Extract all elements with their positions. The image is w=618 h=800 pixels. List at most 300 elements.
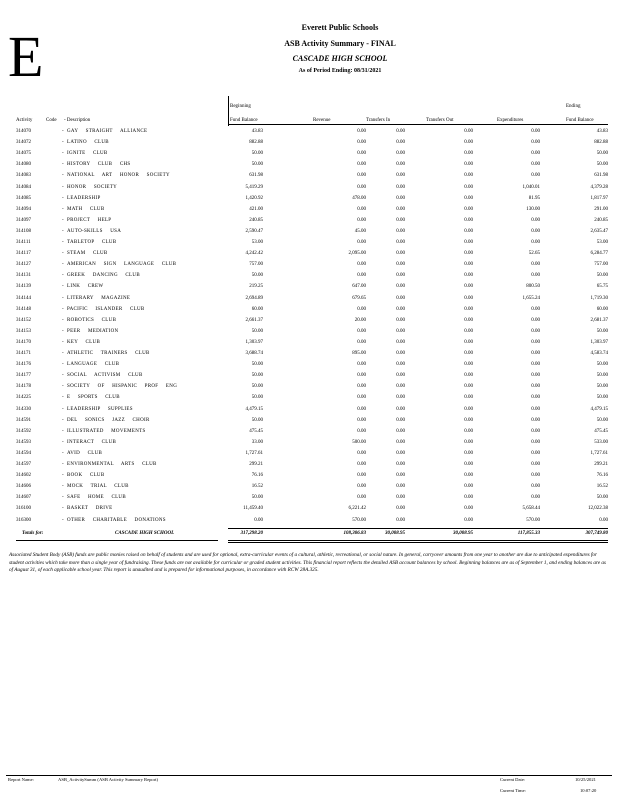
cell-code: 314075: [16, 151, 31, 157]
cell-transfers-in: 0.00: [396, 484, 405, 490]
cell-beginning: 3,688.74: [245, 351, 263, 356]
cell-description: NATIONAL ART HONOR SOCIETY: [67, 173, 170, 179]
cell-code: 314225: [16, 395, 31, 401]
cell-ending: 475.45: [594, 428, 608, 434]
cell-code: 314097: [16, 217, 31, 223]
cell-ending: 4,583.74: [590, 351, 608, 356]
cell-transfers-out: 0.00: [464, 284, 473, 290]
cell-code: 314153: [16, 328, 31, 334]
cell-revenue: 0.00: [357, 151, 366, 157]
cell-ending: 50.00: [596, 417, 608, 423]
cell-expenditures: 0.00: [531, 384, 540, 390]
cell-code: 314085: [16, 195, 31, 201]
cell-transfers-in: 0.00: [396, 439, 405, 445]
cell-ending: 533.00: [594, 439, 608, 445]
cell-code: 314593: [16, 439, 31, 445]
cell-revenue: 0.00: [357, 184, 366, 190]
cell-code: 314330: [16, 406, 31, 412]
cell-transfers-in: 0.00: [396, 339, 405, 345]
cell-description: BOOK CLUB: [67, 473, 105, 479]
table-row: [0, 294, 618, 304]
cell-beginning: 16.52: [251, 484, 263, 490]
cell-code: 314176: [16, 362, 31, 368]
cell-transfers-out: 0.00: [464, 306, 473, 312]
table-row: [0, 216, 618, 226]
cell-dash: -: [62, 339, 64, 345]
table-row: [0, 338, 618, 348]
cell-expenditures: 0.00: [531, 373, 540, 379]
cell-ending: 50.00: [596, 395, 608, 401]
cell-code: 314177: [16, 373, 31, 379]
cell-dash: -: [62, 484, 64, 490]
cell-transfers-out: 0.00: [464, 462, 473, 467]
cell-transfers-out: 0.00: [464, 295, 473, 301]
cell-code: 314084: [16, 184, 31, 190]
cell-beginning: 2,661.37: [245, 317, 263, 323]
table-row: [0, 227, 618, 237]
cell-description: SOCIETY OF HISPANIC PROF ENG: [67, 384, 178, 390]
cell-code: 316300: [16, 517, 31, 523]
cell-transfers-in: 0.00: [396, 284, 405, 290]
cell-transfers-in: 0.00: [396, 306, 405, 312]
cell-description: ILLUSTRATED MOVEMENTS: [67, 428, 146, 434]
cell-ending: 2,681.37: [590, 317, 608, 323]
cell-transfers-in: 0.00: [396, 384, 405, 390]
cell-transfers-out: 0.00: [464, 240, 473, 245]
cell-expenditures: 0.00: [531, 140, 540, 146]
cell-ending: 1,719.30: [590, 295, 608, 301]
cell-description: SAFE HOME CLUB: [67, 495, 126, 501]
cell-transfers-out: 0.00: [464, 151, 473, 157]
cell-revenue: 0.00: [357, 262, 366, 268]
cell-dash: -: [62, 151, 64, 157]
cell-dash: -: [62, 495, 64, 501]
cell-beginning: 631.98: [249, 173, 263, 179]
cell-ending: 1,303.97: [590, 339, 608, 345]
cell-expenditures: 0.00: [531, 406, 540, 412]
cell-description: PACIFIC ISLANDER CLUB: [67, 306, 145, 312]
cell-transfers-in: 0.00: [396, 129, 405, 134]
cell-transfers-out: 0.00: [464, 328, 473, 334]
cell-ending: 1,727.61: [590, 450, 608, 456]
cell-dash: -: [62, 228, 64, 234]
cell-revenue: 0.00: [357, 140, 366, 146]
cell-code: 314111: [16, 240, 31, 245]
school-name: CASCADE HIGH SCHOOL: [292, 54, 388, 63]
cell-revenue: 2,095.00: [348, 251, 366, 257]
col-fund-balance-beg: Fund Balance: [230, 118, 258, 123]
cell-expenditures: 800.50: [526, 284, 540, 290]
cell-code: 314178: [16, 384, 31, 390]
cell-ending: 6,284.77: [590, 251, 608, 257]
cell-transfers-out: 0.00: [464, 495, 473, 501]
cell-beginning: 421.00: [249, 206, 263, 212]
cell-revenue: 0.00: [357, 406, 366, 412]
cell-dash: -: [62, 362, 64, 368]
table-row: [0, 316, 618, 326]
cell-transfers-in: 0.00: [396, 495, 405, 501]
cell-transfers-out: 0.00: [464, 484, 473, 490]
totals-beginning: 317,298.20: [240, 531, 263, 536]
cell-description: ENVIRONMENTAL ARTS CLUB: [67, 462, 157, 467]
cell-ending: 16.52: [596, 484, 608, 490]
cell-revenue: 0.00: [357, 373, 366, 379]
cell-code: 314083: [16, 173, 31, 179]
cell-expenditures: 0.00: [531, 240, 540, 245]
cell-transfers-out: 0.00: [464, 173, 473, 179]
cell-transfers-out: 0.00: [464, 162, 473, 168]
cell-transfers-in: 0.00: [396, 295, 405, 301]
cell-description: MATH CLUB: [67, 206, 105, 212]
cell-expenditures: 0.00: [531, 317, 540, 323]
cell-beginning: 1,727.61: [245, 450, 263, 456]
cell-revenue: 0.00: [357, 395, 366, 401]
cell-transfers-in: 0.00: [396, 228, 405, 234]
current-date-label: Current Date:: [500, 777, 526, 782]
cell-code: 314148: [16, 306, 31, 312]
col-beginning: Beginning: [230, 104, 251, 109]
table-row: [0, 516, 618, 526]
cell-beginning: 1,303.97: [245, 339, 263, 345]
cell-transfers-in: 0.00: [396, 450, 405, 456]
cell-revenue: 478.00: [352, 195, 366, 201]
cell-dash: -: [62, 384, 64, 390]
cell-ending: 631.98: [594, 173, 608, 179]
cell-ending: 76.16: [596, 473, 608, 479]
table-row: [0, 282, 618, 292]
table-row: [0, 194, 618, 204]
cell-transfers-out: 0.00: [464, 373, 473, 379]
cell-beginning: 1,420.92: [245, 195, 263, 201]
cell-beginning: 50.00: [251, 495, 263, 501]
cell-beginning: 299.21: [249, 462, 263, 467]
cell-revenue: 0.00: [357, 328, 366, 334]
cell-transfers-in: 0.00: [396, 362, 405, 368]
table-row: [0, 271, 618, 281]
cell-ending: 50.00: [596, 273, 608, 279]
cell-transfers-out: 0.00: [464, 406, 473, 412]
cell-revenue: 0.00: [357, 484, 366, 490]
cell-dash: -: [62, 140, 64, 146]
totals-rule-bottom: [228, 540, 608, 541]
cell-description: LINK CREW: [67, 284, 104, 290]
cell-description: BASKET DRIVE: [67, 506, 113, 512]
cell-ending: 50.00: [596, 162, 608, 168]
org-name: Everett Public Schools: [301, 23, 379, 32]
cell-revenue: 500.00: [352, 439, 366, 445]
cell-beginning: 50.00: [251, 328, 263, 334]
cell-code: 314131: [16, 273, 31, 279]
cell-ending: 50.00: [596, 151, 608, 157]
footnote: Associated Student Body (ASB) funds are public monies raised on behalf of students and are used for optional, extra-curricular events of a cultural, athletic, recreational, or social nature. In general, carryover amounts from one year to another are due to anticipated expenditures for student activities which take more than a single year of fundraising. These funds are not available for curricular or graded student activities. This financial report reflects the detailed ASB account balances by school. Beginning balances are as of September 1, and ending balances are as of August 31, of each applicable school year. This report is unaudited and is prepared for informational purposes, in accordance with RCW 28A.325.: [9, 552, 606, 573]
cell-description: DEL SONICS JAZZ CHOIR: [67, 417, 150, 423]
cell-dash: -: [62, 184, 64, 190]
cell-transfers-in: 0.00: [396, 195, 405, 201]
cell-ending: 50.00: [596, 328, 608, 334]
cell-description: GAY STRAIGHT ALLIANCE: [67, 129, 148, 134]
cell-transfers-in: 0.00: [396, 506, 405, 512]
cell-transfers-in: 0.00: [396, 462, 405, 467]
cell-revenue: 0.00: [357, 162, 366, 168]
cell-expenditures: 0.00: [531, 450, 540, 456]
cell-revenue: 0.00: [357, 129, 366, 134]
cell-expenditures: 0.00: [531, 439, 540, 445]
cell-transfers-in: 0.00: [396, 406, 405, 412]
cell-code: 314594: [16, 450, 31, 456]
cell-revenue: 0.00: [357, 362, 366, 368]
cell-code: 314606: [16, 484, 31, 490]
table-row: [0, 427, 618, 437]
col-transfers-in: Transfers In: [366, 118, 391, 123]
cell-code: 314597: [16, 462, 31, 467]
cell-dash: -: [62, 173, 64, 179]
cell-transfers-out: 0.00: [464, 517, 473, 523]
cell-expenditures: 0.00: [531, 129, 540, 134]
table-row: [0, 138, 618, 148]
cell-description: PEER MEDIATION: [67, 328, 119, 334]
cell-description: HONOR SOCIETY: [67, 184, 118, 190]
cell-beginning: 33.00: [251, 439, 263, 445]
cell-ending: 2,635.47: [590, 228, 608, 234]
table-row: [0, 127, 618, 137]
cell-transfers-out: 0.00: [464, 184, 473, 190]
cell-expenditures: 52.65: [528, 251, 540, 257]
cell-beginning: 5,419.29: [245, 184, 263, 190]
cell-expenditures: 0.00: [531, 428, 540, 434]
col-activity: Activity: [16, 118, 33, 123]
cell-transfers-in: 0.00: [396, 517, 405, 523]
cell-revenue: 895.00: [352, 351, 366, 356]
cell-beginning: 50.00: [251, 373, 263, 379]
cell-dash: -: [62, 428, 64, 434]
cell-ending: 50.00: [596, 495, 608, 501]
cell-dash: -: [62, 351, 64, 356]
cell-expenditures: 0.00: [531, 462, 540, 467]
cell-beginning: 50.00: [251, 384, 263, 390]
cell-revenue: 0.00: [357, 217, 366, 223]
cell-revenue: 0.00: [357, 417, 366, 423]
cell-transfers-out: 0.00: [464, 506, 473, 512]
cell-beginning: 882.88: [249, 140, 263, 146]
cell-expenditures: 1,040.01: [522, 184, 540, 190]
table-row: [0, 349, 618, 359]
cell-beginning: 0.00: [254, 517, 263, 523]
cell-transfers-in: 0.00: [396, 173, 405, 179]
cell-revenue: 0.00: [357, 428, 366, 434]
cell-ending: 50.00: [596, 362, 608, 368]
table-row: [0, 471, 618, 481]
cell-ending: 65.75: [596, 284, 608, 290]
cell-ending: 12,022.38: [588, 506, 608, 512]
cell-description: AUTO-SKILLS USA: [67, 228, 122, 234]
table-row: [0, 149, 618, 159]
cell-revenue: 0.00: [357, 240, 366, 245]
cell-transfers-in: 0.00: [396, 240, 405, 245]
cell-transfers-out: 0.00: [464, 317, 473, 323]
period-line: As of Period Ending: 08/31/2021: [298, 68, 382, 74]
cell-transfers-out: 0.00: [464, 473, 473, 479]
table-row: [0, 493, 618, 503]
cell-transfers-out: 0.00: [464, 428, 473, 434]
cell-dash: -: [62, 373, 64, 379]
cell-description: ATHLETIC TRAINERS CLUB: [67, 351, 150, 356]
cell-code: 314108: [16, 228, 31, 234]
cell-dash: -: [62, 306, 64, 312]
cell-revenue: 679.65: [352, 295, 366, 301]
cell-ending: 50.00: [596, 373, 608, 379]
col-transfers-out: Transfers Out: [426, 118, 454, 123]
cell-ending: 53.00: [596, 240, 608, 245]
table-row: [0, 249, 618, 259]
cell-expenditures: 130.00: [526, 206, 540, 212]
cell-expenditures: 0.00: [531, 484, 540, 490]
cell-description: AMERICAN SIGN LANGUAGE CLUB: [67, 262, 177, 268]
cell-ending: 60.00: [596, 306, 608, 312]
cell-expenditures: 81.95: [528, 195, 540, 201]
cell-revenue: 570.00: [352, 517, 366, 523]
cell-description: GREEK DANCING CLUB: [67, 273, 140, 279]
totals-row: [0, 529, 618, 539]
cell-ending: 757.00: [594, 262, 608, 268]
cell-expenditures: 0.00: [531, 228, 540, 234]
table-row: [0, 305, 618, 315]
table-row: [0, 449, 618, 459]
table-row: [0, 238, 618, 248]
cell-beginning: 2,590.47: [245, 228, 263, 234]
cell-code: 314152: [16, 317, 31, 323]
cell-ending: 882.88: [594, 140, 608, 146]
cell-beginning: 43.83: [251, 129, 263, 134]
cell-description: OTHER CHARITABLE DONATIONS: [67, 517, 166, 523]
cell-transfers-out: 0.00: [464, 417, 473, 423]
cell-revenue: 45.00: [354, 228, 366, 234]
cell-transfers-out: 0.00: [464, 140, 473, 146]
table-row: [0, 482, 618, 492]
cell-dash: -: [62, 473, 64, 479]
cell-transfers-out: 0.00: [464, 195, 473, 201]
cell-transfers-out: 0.00: [464, 273, 473, 279]
cell-beginning: 475.45: [249, 428, 263, 434]
cell-expenditures: 0.00: [531, 162, 540, 168]
cell-transfers-out: 0.00: [464, 228, 473, 234]
cell-code: 314117: [16, 251, 31, 257]
cell-expenditures: 0.00: [531, 151, 540, 157]
cell-transfers-out: 0.00: [464, 339, 473, 345]
totals-transfers-out: 30,008.95: [453, 531, 473, 536]
cell-transfers-out: 0.00: [464, 351, 473, 356]
cell-transfers-out: 0.00: [464, 395, 473, 401]
report-title: ASB Activity Summary - FINAL: [284, 39, 396, 48]
cell-description: IGNITE CLUB: [67, 151, 108, 157]
cell-transfers-out: 0.00: [464, 251, 473, 257]
col-ending: Ending: [566, 104, 581, 109]
cell-beginning: 76.16: [251, 473, 263, 479]
cell-revenue: 0.00: [357, 339, 366, 345]
cell-transfers-out: 0.00: [464, 439, 473, 445]
cell-revenue: 0.00: [357, 273, 366, 279]
cell-code: 314591: [16, 417, 31, 423]
cell-ending: 1,817.97: [590, 195, 608, 201]
cell-revenue: 6,221.42: [348, 506, 366, 512]
cell-ending: 4,479.15: [590, 406, 608, 412]
cell-expenditures: 0.00: [531, 351, 540, 356]
cell-dash: -: [62, 450, 64, 456]
cell-beginning: 11,459.40: [243, 506, 263, 512]
cell-transfers-out: 0.00: [464, 362, 473, 368]
cell-expenditures: 0.00: [531, 273, 540, 279]
cell-description: KEY CLUB: [67, 339, 101, 345]
cell-expenditures: 0.00: [531, 495, 540, 501]
totals-ending: 307,749.80: [585, 531, 608, 536]
col-code: Code: [46, 118, 57, 123]
cell-transfers-out: 0.00: [464, 262, 473, 268]
cell-dash: -: [62, 284, 64, 290]
cell-transfers-out: 0.00: [464, 384, 473, 390]
cell-revenue: 0.00: [357, 462, 366, 467]
cell-dash: -: [62, 417, 64, 423]
cell-beginning: 50.00: [251, 395, 263, 401]
cell-revenue: 0.00: [357, 306, 366, 312]
cell-expenditures: 1,655.24: [522, 295, 540, 301]
cell-description: MOCK TRIAL CLUB: [67, 484, 129, 490]
cell-transfers-out: 0.00: [464, 206, 473, 212]
cell-beginning: 50.00: [251, 273, 263, 279]
beginning-divider: [228, 96, 229, 126]
table-row: [0, 360, 618, 370]
table-row: [0, 504, 618, 514]
cell-transfers-in: 0.00: [396, 140, 405, 146]
cell-code: 314080: [16, 162, 31, 168]
cell-expenditures: 570.00: [526, 517, 540, 523]
totals-rule-double: [228, 542, 608, 543]
cell-beginning: 50.00: [251, 362, 263, 368]
cell-ending: 299.21: [594, 462, 608, 467]
cell-transfers-in: 0.00: [396, 151, 405, 157]
table-row: [0, 260, 618, 270]
cell-expenditures: 0.00: [531, 173, 540, 179]
cell-beginning: 2,694.89: [245, 295, 263, 301]
cell-beginning: 757.00: [249, 262, 263, 268]
cell-description: LATINO CLUB: [67, 140, 109, 146]
cell-ending: 50.00: [596, 384, 608, 390]
cell-transfers-in: 0.00: [396, 162, 405, 168]
cell-dash: -: [62, 395, 64, 401]
cell-description: INTERACT CLUB: [67, 439, 117, 445]
cell-revenue: 0.00: [357, 173, 366, 179]
cell-dash: -: [62, 439, 64, 445]
cell-transfers-in: 0.00: [396, 251, 405, 257]
report-name-label: Report Name:: [8, 777, 34, 782]
cell-code: 314607: [16, 495, 31, 501]
cell-expenditures: 0.00: [531, 417, 540, 423]
cell-transfers-out: 0.00: [464, 129, 473, 134]
table-row: [0, 160, 618, 170]
cell-code: 314171: [16, 351, 31, 356]
cell-description: TABLETOP CLUB: [67, 240, 117, 245]
cell-code: 316100: [16, 506, 31, 512]
current-time: 10:07:20: [580, 788, 597, 793]
cell-revenue: 0.00: [357, 450, 366, 456]
cell-ending: 4,379.28: [590, 184, 608, 190]
cell-description: ROBOTICS CLUB: [67, 317, 117, 323]
cell-code: 314592: [16, 428, 31, 434]
cell-dash: -: [62, 206, 64, 212]
cell-transfers-in: 0.00: [396, 273, 405, 279]
cell-dash: -: [62, 517, 64, 523]
cell-code: 314602: [16, 473, 31, 479]
cell-expenditures: 0.00: [531, 262, 540, 268]
col-revenue: Revenue: [313, 118, 331, 123]
